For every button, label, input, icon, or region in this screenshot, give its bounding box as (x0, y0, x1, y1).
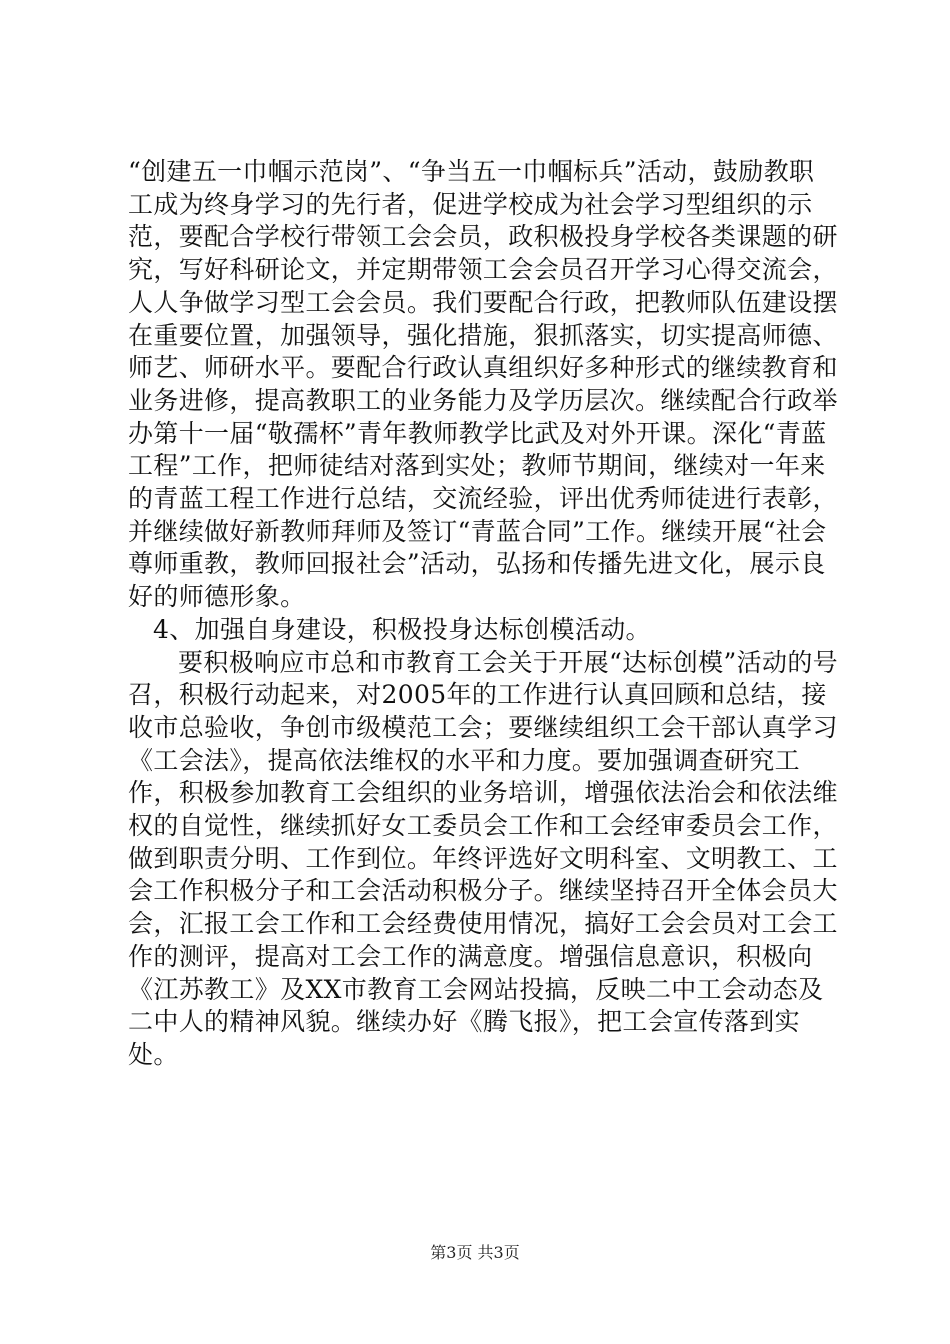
document-body (128, 156, 838, 1072)
paragraph-section-4: 要积极响应市总和市教育工会关于开展“达标创模”活动的号召，积极行动起来，对2005年的工作进行认真回顾和总结，接收市总验收，争创市级模范工会；要继续组织工会干部认真学习《工会法》，提高依法维权的水平和力度。要加强调查研究工作，积极参加教育工会组织的业务培训，增强依法治会和依法维权的自觉性，继续抓好女工委员会工作和工会经审委员会工作，做到职责分明、工作到位。年终评选好文明科室、文明教工、工会工作积极分子和工会活动积极分子。继续坚持召开全体会员大会，汇报工会工作和工会经费使用情况，搞好工会会员对工会工作的测评，提高对工会工作的满意度。增强信息意识，积极向《江苏教工》及XX市教育工会网站投搞，反映二中工会动态及二中人的精神风貌。继续办好《腾飞报》，把工会宣传落到实处。 (128, 647, 839, 1069)
page-number-footer: 第3页 共3页 (430, 1243, 520, 1262)
paragraph-continuation: “创建五一巾帼示范岗”、“争当五一巾帼标兵”活动，鼓励教职工成为终身学习的先行者，促进学校成为社会学习型组织的示范，要配合学校行带领工会会员，政积极投身学校各类课题的研究，写好科研论文，并定期带领工会会员召开学习心得交流会，人人争做学习型工会会员。我们要配合行政，把教师队伍建设摆在重要位置，加强领导，强化措施，狠抓落实，切实提高师德、师艺、师研水平。要配合行政认真组织好多种形式的继续教育和业务进修，提高教职工的业务能力及学历层次。继续配合行政举办第十一届“敬孺杯”青年教师教学比武及对外开课。深化“青蓝工程”工作，把师徒结对落到实处；教师节期间，继续对一年来的青蓝工程工作进行总结，交流经验，评出优秀师徒进行表彰，并继续做好新教师拜师及签订“青蓝合同”工作。继续开展“社会尊师重教，教师回报社会”活动，弘扬和传播先进文化，展示良好的师德形象。 (128, 157, 838, 612)
section-heading: 4、加强自身建设，积极投身达标创模活动。 (153, 614, 651, 644)
